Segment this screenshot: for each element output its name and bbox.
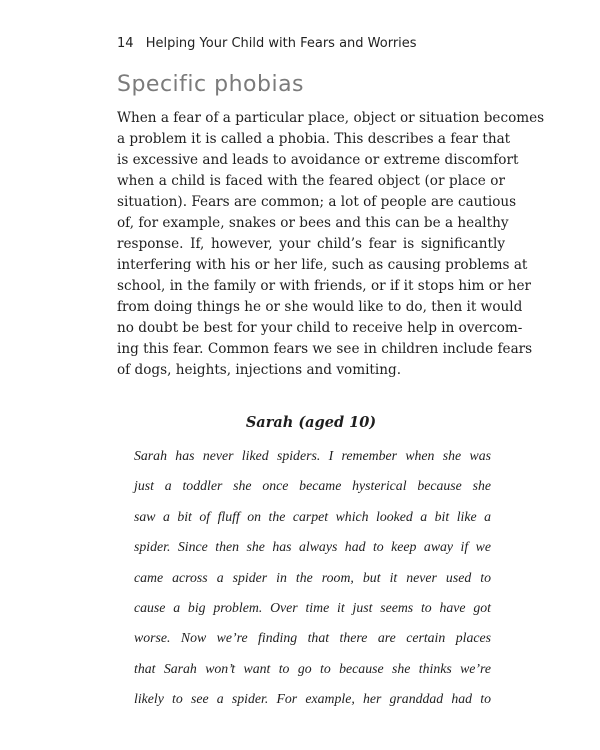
page-number: 14 [117, 36, 134, 51]
case-study-line: likely to see a spider. For example, her granddad had to [134, 691, 491, 707]
running-title: Helping Your Child with Fears and Worries [145, 36, 417, 51]
case-study-line: worse. Now we’re finding that there are certain places [134, 630, 491, 646]
running-header [117, 36, 417, 51]
case-study-line: cause a big problem. Over time it just seems to have got [134, 600, 491, 616]
paragraph-line: When a fear of a particular place, object or situation becomes [117, 110, 545, 126]
paragraph-line: situation). Fears are common; a lot of people are cautious [117, 194, 517, 210]
case-study-line: saw a bit of fluff on the carpet which looked a bit like a [134, 508, 491, 524]
paragraph-line: from doing things he or she would like to do, then it would [117, 299, 523, 315]
paragraph-line: when a child is faced with the feared object (or place or [117, 173, 505, 189]
case-study-line: that Sarah won’t want to go to because she thinks we’re [134, 660, 491, 676]
case-study-text [134, 441, 491, 715]
paragraph-line: of dogs, heights, injections and vomiting. [117, 362, 402, 378]
paragraph-line: interfering with his or her life, such as causing problems at [117, 257, 528, 273]
paragraph-line: school, in the family or with friends, or if it stops him or her [117, 278, 532, 294]
case-study-heading: Sarah (aged 10) [245, 414, 377, 431]
paragraph-line: response. If, however, your child’s fear is significantly [117, 236, 505, 252]
paragraph-line: a problem it is called a phobia. This describes a fear that [117, 131, 511, 147]
case-study-line: spider. Since then she has always had to keep away if we [134, 539, 491, 555]
case-study-line: Sarah has never liked spiders. I remember when she was [134, 448, 491, 463]
paragraph-line: is excessive and leads to avoidance or extreme discomfort [117, 152, 519, 168]
paragraph-line: no doubt be best for your child to receive help in overcom- [117, 320, 523, 336]
body-paragraph [117, 108, 545, 381]
paragraph-line: ing this fear. Common fears we see in children include fears [117, 341, 533, 357]
case-study-line: just a toddler she once became hysterical because she [134, 478, 491, 494]
case-study-line: came across a spider in the room, but it never used to [134, 569, 491, 585]
section-title: Specific phobias [117, 72, 305, 97]
paragraph-line: of, for example, snakes or bees and this can be a healthy [117, 215, 509, 231]
